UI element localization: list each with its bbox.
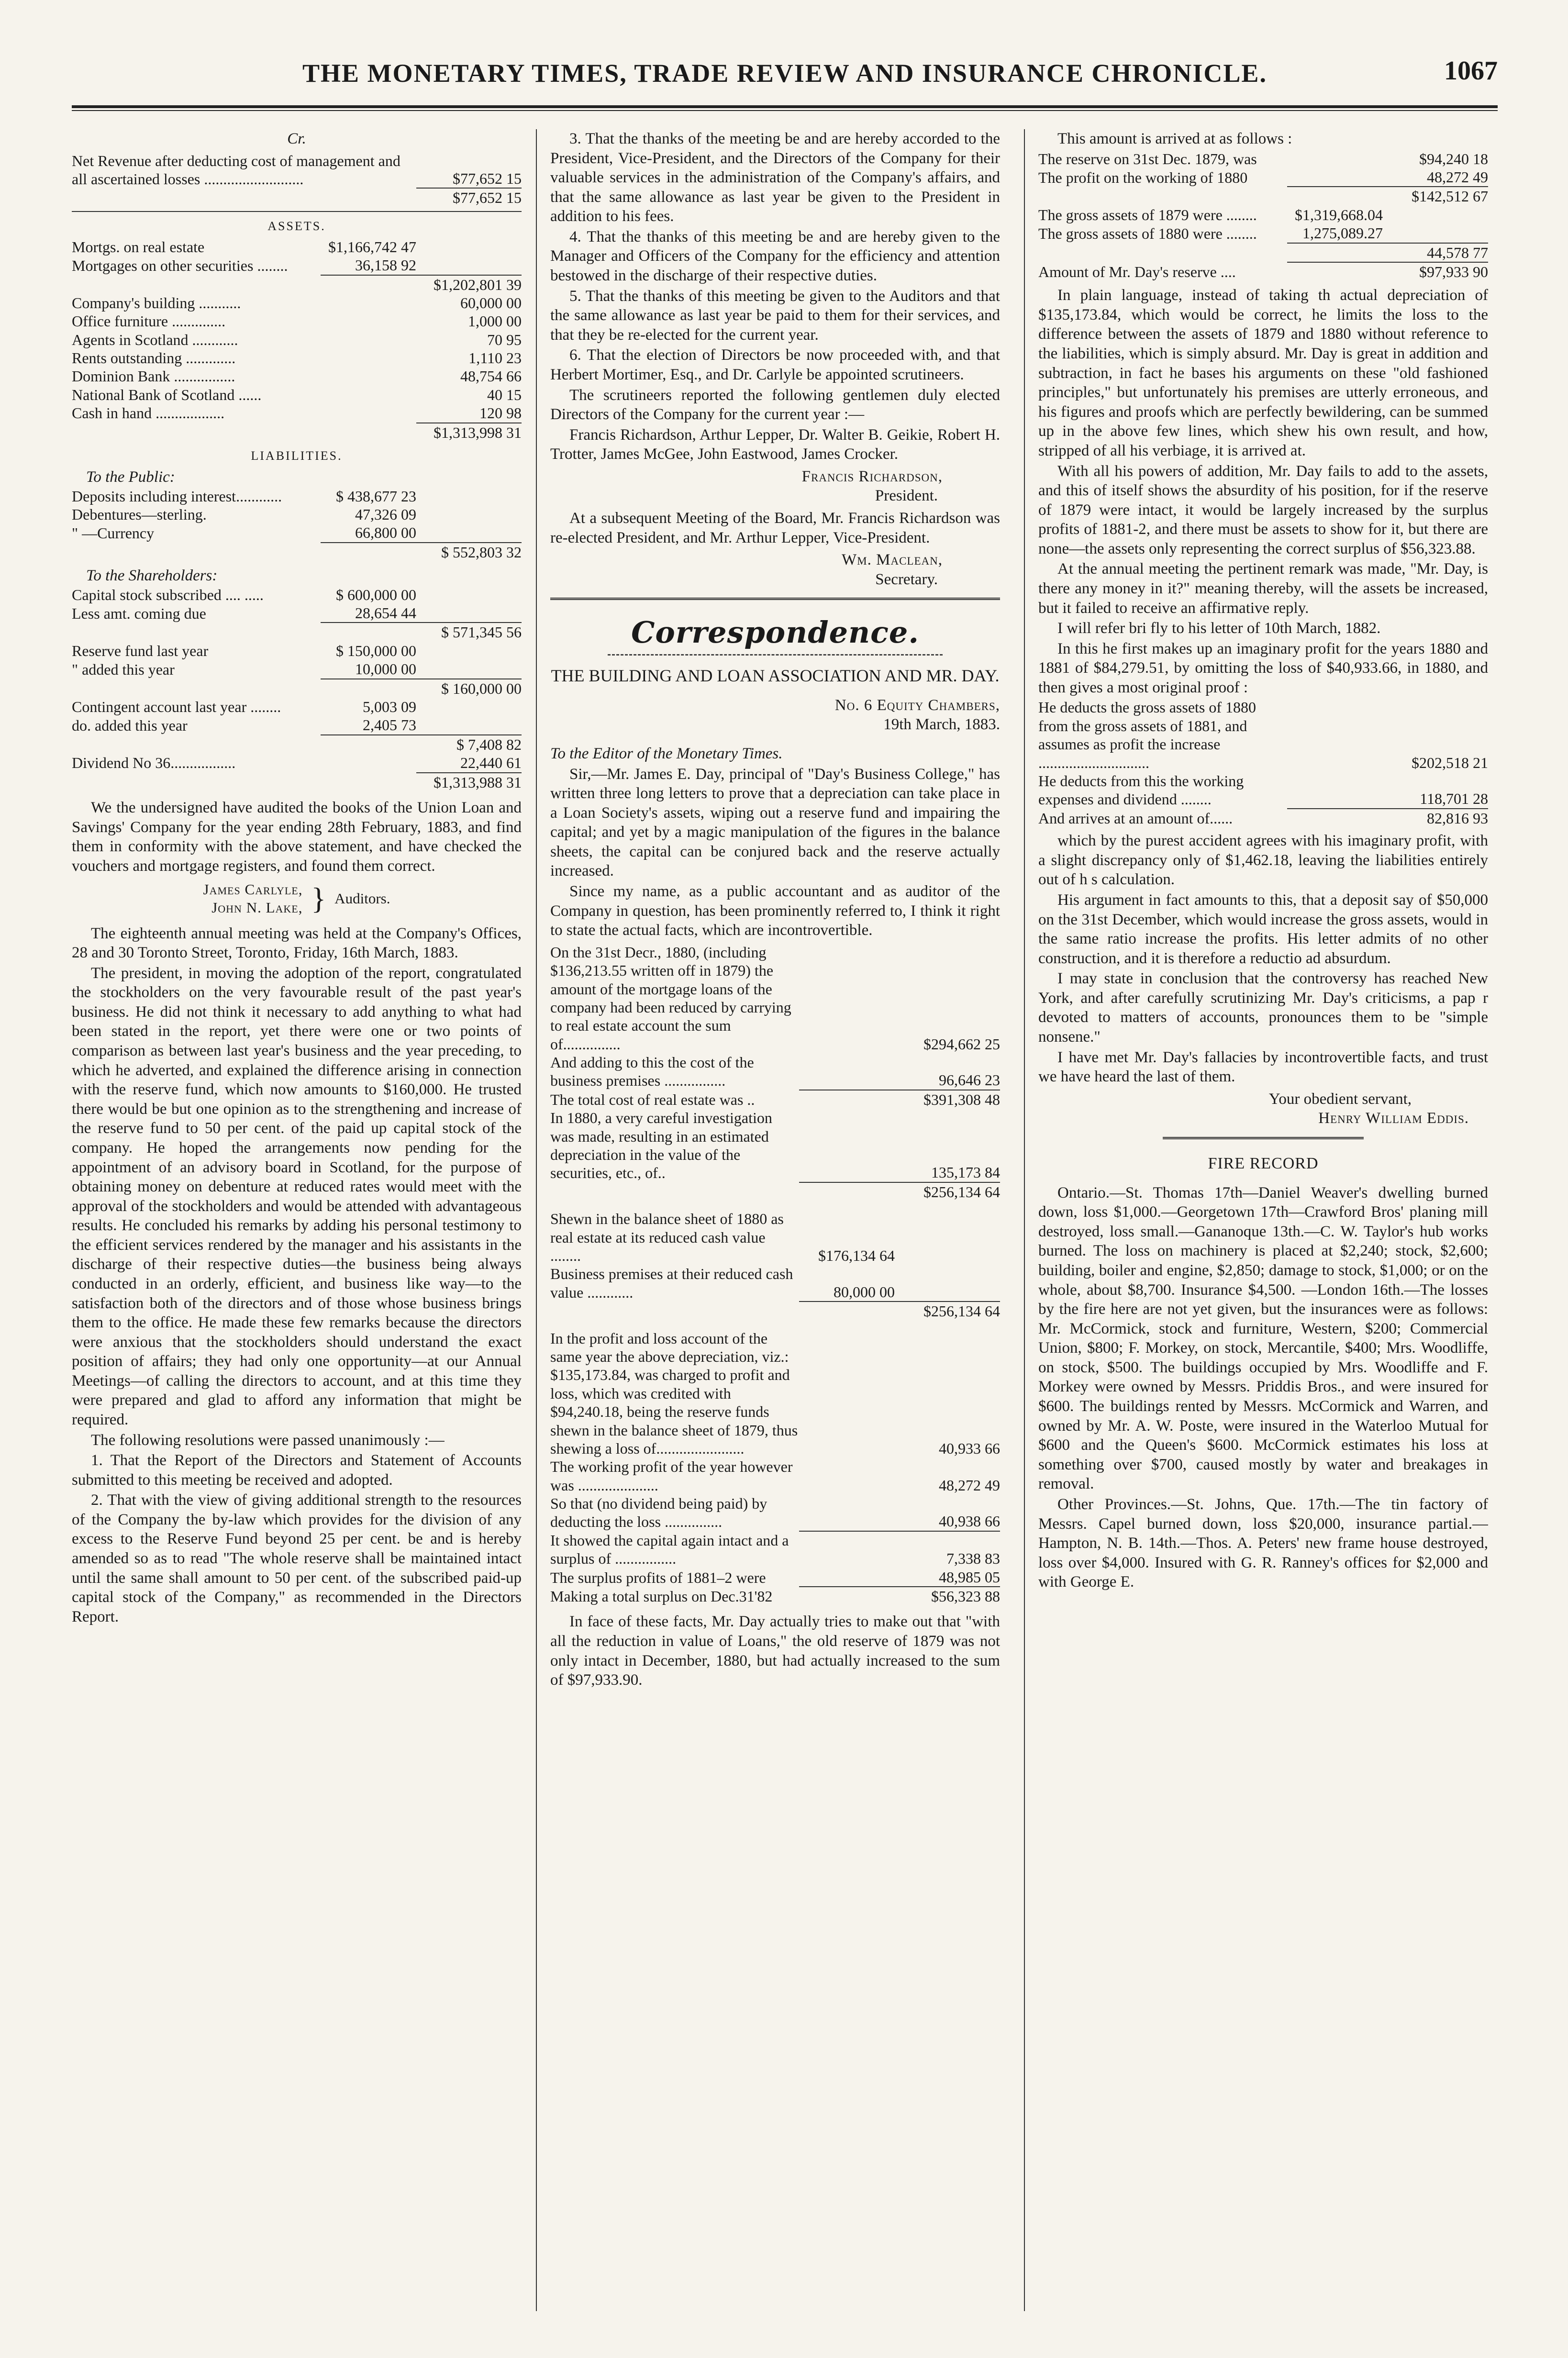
row-amount: 96,646 23 <box>939 1071 1000 1089</box>
column-divider <box>536 129 537 2311</box>
row-subamount <box>1287 150 1383 168</box>
row-label <box>72 543 321 561</box>
table-row <box>72 679 522 698</box>
row-amount <box>416 586 522 604</box>
row-amount: $1,202,801 39 <box>416 275 522 294</box>
row-amount: 48,272 49 <box>1427 168 1488 186</box>
table-row <box>1038 772 1488 809</box>
auditor-name: John N. Lake, <box>211 899 303 916</box>
row-amount: $ 571,345 56 <box>416 623 522 641</box>
row-label: The working profit of the year however was ..................... <box>550 1458 793 1494</box>
auditor-name: James Carlyle, <box>203 881 303 898</box>
row-label: Contingent account last year ........ <box>72 698 281 716</box>
dateline <box>550 696 1000 734</box>
assets-table <box>72 238 522 423</box>
auditors-label: Auditors. <box>334 890 390 907</box>
signature-block <box>550 467 1000 506</box>
table-row <box>1038 243 1488 262</box>
row-subamount: $176,134 64 <box>818 1247 895 1264</box>
row-label: It showed the capital again intact and a surplus of ................ <box>550 1531 789 1568</box>
row-subamount <box>799 1329 895 1458</box>
row-amount: $94,240 18 <box>1419 150 1488 167</box>
row-amount: 40 15 <box>487 386 522 403</box>
table-row <box>72 604 522 623</box>
table-row <box>72 423 522 442</box>
row-label: And arrives at an amount of...... <box>1038 809 1233 827</box>
liabilities-total-table <box>72 772 522 791</box>
paragraph: Ontario.—St. Thomas 17th—Daniel Weaver's dwelling burned down, loss $1,000.—Georgetown 17th—Crawford Bros' planing mill destroyed, loss small.—Gananoque 13th.—C. W. Taylor's hub works burned. The loss on machinery is placed at $2,240; stock, $2,600; building, boiler and engine, $2,850; damage to stock, $1,000; or on the whole, about $8,700. Insurance $4,500. —London 16th.—The losses by the fire here are not yet given, but the insurances were as follows: Mr. McCormick, stock and furniture, Western, $200; Commercial Union, $800; F. Morkey, on stock, Mercantile, $400; Mrs. Woodliffe, on stock, $500. The buildings occupied by Mrs. Woodliffe and F. Morkey were owned by Messrs. Priddis Bros., and were insured for $600. The buildings rented by Messrs. McCormick and Warren, and owned by Mr. A. W. Poste, were insured in the Waterloo Mutual for $600 and the Queen's $600. McCormick estimates his loss at something over $700, caused mostly by water and breakages in removal. <box>1038 1184 1488 1493</box>
paragraph: I have met Mr. Day's fallacies by incontrovertible facts, and trust we have heard the last of them. <box>1038 1048 1488 1086</box>
paragraph: The following resolutions were passed unanimously :— <box>91 1431 445 1449</box>
row-subamount <box>799 1587 895 1605</box>
account-table <box>1038 698 1488 827</box>
row-amount: 40,938 66 <box>939 1513 1000 1530</box>
account-table <box>550 1210 1000 1320</box>
row-amount: 120 98 <box>479 404 522 422</box>
paragraph: The president, in moving the adoption of the report, congratulated the stockholders on the very favourable result of the past year's business. He did not think it necessary to add anything to what had been stated in the report, yet there were one or two points of comparison as between last year's business and the year preceding, to which he adverted, and explained the difference arising in connection with the reserve fund, which now amounts to $160,000. He trusted there would be but one opinion as to the strengthening and increase of the reserve fund to 50 per cent. of the paid up capital stock of the company. He hoped the arrangements now pending for the appointment of an advisory board in Scotland, for the purpose of obtaining money on debenture at reduced rates would meet with the approval of the stockholders and would be attended with advantageous results. He concluded his remarks by adding his personal testimony to the efficient services rendered by the manager and his assistants in the discharge of their respective duties—the business being always conducted in an orderly, efficient, and business like way—to the satisfaction both of the directors and of those whose business brings them to the office. He made these few remarks because the directors were anxious that the stockholders should understand the exact position of affairs; they had only one opportunity—at our Annual Meetings—of calling the directors to account, and at this time they were prepared and glad to afford any information that might be required. <box>72 964 522 1429</box>
row-label: The profit on the working of 1880 <box>1038 168 1248 186</box>
table-row <box>550 1329 1000 1458</box>
row-subamount <box>321 754 416 772</box>
signer-name: Henry William Eddis. <box>1318 1110 1469 1127</box>
table-row <box>72 188 522 207</box>
table-row <box>72 660 522 678</box>
row-subamount: 2,405 73 <box>363 716 416 734</box>
row-subamount <box>799 1494 895 1531</box>
row-amount <box>416 487 522 505</box>
row-label: He deducts the gross assets of 1880 from the gross assets of 1881, and assumes as profit the increase ............................. <box>1038 699 1257 771</box>
row-amount: $202,518 21 <box>1412 754 1488 771</box>
table-row <box>1038 150 1488 168</box>
paragraph: Sir,—Mr. James E. Day, principal of "Day's Business College," has written three long letters to prove that a depreciation can take place in a Loan Society's assets, wiping out a reserve fund and impairing the capital; and yet by a magic manipulation of the figures in the balance sheets, the capital can be conjured back and the reserve actually increased. <box>550 765 1000 880</box>
row-label: Amount of Mr. Day's reserve .... <box>1038 263 1236 280</box>
section-rule <box>72 211 522 212</box>
table-row <box>550 1301 1000 1320</box>
row-subamount <box>799 1457 895 1494</box>
paragraph: which by the purest accident agrees with his imaginary profit, with a slight discrepancy only of $1,462.18, leaving the liabilities entirely out of h s calculation. <box>1038 832 1488 889</box>
table-row <box>72 312 522 330</box>
row-label: do. added this year <box>72 717 188 734</box>
assets-heading: ASSETS. <box>267 219 326 233</box>
row-subamount: $ 150,000 00 <box>336 642 416 659</box>
row-label: Dominion Bank ................ <box>72 367 235 385</box>
signer-name: Wm. Maclean, <box>842 551 943 569</box>
row-amount <box>416 604 522 623</box>
row-amount <box>416 256 522 275</box>
row-subamount: $ 438,677 23 <box>336 487 416 505</box>
row-label: Dividend No 36................. <box>72 754 236 772</box>
row-label <box>1038 243 1287 262</box>
row-subamount <box>1287 772 1383 809</box>
row-subamount <box>321 386 416 404</box>
row-label: The reserve on 31st Dec. 1879, was <box>1038 150 1257 167</box>
row-label: Shewn in the balance sheet of 1880 as real estate at its reduced cash value ........ <box>550 1210 784 1264</box>
paragraph: In this he first makes up an imaginary profit for the years 1880 and 1881 of $84,279.51, by omitting the loss of $40,933.66, in 1880, and then gives a most original proof : <box>1038 640 1488 696</box>
row-amount: 48,985 05 <box>939 1568 1000 1586</box>
article-title: THE BUILDING AND LOAN ASSOCIATION AND MR. DAY. <box>551 666 1000 685</box>
row-label <box>72 275 321 294</box>
column-3 <box>1038 129 1488 2311</box>
table-row <box>1038 224 1488 243</box>
paragraph: I may state in conclusion that the controversy has reached New York, and after carefully scrutinizing Mr. Day's criticisms, a pap r devoted to matters of accounts, pronounces them to be "simple nonsene." <box>1038 970 1488 1046</box>
row-label: Making a total surplus on Dec.31'82 <box>550 1588 773 1605</box>
row-subamount: $ 600,000 00 <box>336 586 416 603</box>
table-row <box>72 386 522 404</box>
section-rule <box>1163 1137 1364 1139</box>
cr-heading: Cr. <box>287 130 306 147</box>
table-row <box>1038 262 1488 281</box>
to-shareholders-label: To the Shareholders: <box>86 567 218 585</box>
row-subamount: 10,000 00 <box>355 660 416 678</box>
signature-block <box>550 550 1000 589</box>
paragraph: At the annual meeting the pertinent remark was made, "Mr. Day, is there any money in it?" meaning thereby, will the assets be increased, but it failed to receive an affirmative reply. <box>1038 560 1488 617</box>
row-subamount <box>1287 243 1383 262</box>
row-subamount <box>321 331 416 349</box>
assets-total-table <box>72 423 522 442</box>
row-subamount <box>1287 809 1383 827</box>
dateline-date: 19th March, 1883. <box>883 716 1000 734</box>
row-subamount <box>321 623 416 641</box>
paragraph: His argument in fact amounts to this, that a deposit say of $50,000 on the 31st December, which would increase the gross assets, would in the same ratio increase the profits. His letter admits of no other construction, and it is therefore a reductio ad absurdum. <box>1038 891 1488 967</box>
row-label: The total cost of real estate was .. <box>550 1090 755 1108</box>
row-amount <box>895 1210 1000 1265</box>
row-subamount <box>321 367 416 385</box>
row-subamount <box>799 1531 895 1568</box>
row-label <box>550 1182 799 1201</box>
column-2 <box>550 129 1000 2311</box>
liabilities-heading: LIABILITIES. <box>251 449 343 463</box>
assets-total: $1,313,998 31 <box>416 423 522 442</box>
table-row <box>72 523 522 542</box>
table-row <box>550 1587 1000 1605</box>
row-amount: $ 552,803 32 <box>416 543 522 561</box>
table-row <box>72 698 522 716</box>
row-amount <box>416 660 522 678</box>
paragraph: I will refer bri fly to his letter of 10th March, 1882. <box>1057 620 1381 637</box>
table-row <box>550 1531 1000 1568</box>
signer-title: Secretary. <box>875 570 938 588</box>
signer-title: President. <box>875 487 938 505</box>
row-amount: 22,440 61 <box>460 754 522 772</box>
row-label: Company's building ........... <box>72 294 241 311</box>
paragraph: Since my name, as a public accountant and as auditor of the Company in question, has been prominently referred to, I think it right to state the actual facts, which are incontrovertible. <box>550 883 1000 939</box>
row-subamount <box>321 735 416 754</box>
row-amount: 60,000 00 <box>460 294 522 311</box>
row-label <box>72 679 321 698</box>
row-amount: $256,134 64 <box>895 1301 1000 1320</box>
row-subamount <box>1287 262 1383 281</box>
table-row <box>550 943 1000 1053</box>
table-row <box>72 716 522 734</box>
row-amount <box>416 238 522 256</box>
paragraph: 1. That the Report of the Directors and Statement of Accounts submitted to this meeting be received and adopted. <box>72 1452 522 1489</box>
table-row <box>72 505 522 523</box>
row-subamount: 36,158 92 <box>355 256 416 274</box>
table-row <box>72 754 522 772</box>
table-row <box>72 543 522 561</box>
paragraph: This amount is arrived at as follows : <box>1057 130 1292 147</box>
row-label: He deducts from this the working expenses and dividend ........ <box>1038 772 1244 808</box>
table-row <box>1038 187 1488 205</box>
net-revenue-table <box>72 152 522 207</box>
closing: Your obedient servant, <box>1268 1090 1412 1108</box>
shareholder-liabilities-table <box>72 586 522 772</box>
row-subamount <box>321 679 416 698</box>
row-label <box>72 735 321 754</box>
row-amount: 118,701 28 <box>1420 790 1488 808</box>
salutation: To the Editor of the Monetary Times. <box>550 745 783 762</box>
table-row <box>72 773 522 791</box>
row-subamount <box>799 1301 895 1320</box>
paragraph: 4. That the thanks of this meeting be and are hereby given to the Manager and Officers of the Company for the efficiency and attention bestowed in the discharge of their respective duties. <box>550 228 1000 285</box>
row-amount: 70 95 <box>487 331 522 348</box>
row-amount: 44,578 77 <box>1383 243 1488 262</box>
table-row <box>72 404 522 422</box>
table-row <box>72 367 522 385</box>
row-amount <box>416 642 522 660</box>
row-label: Rents outstanding ............. <box>72 349 236 367</box>
row-amount <box>1383 224 1488 243</box>
fire-record-heading: FIRE RECORD <box>1208 1154 1319 1172</box>
paragraph: 5. That the thanks of this meeting be given to the Auditors and that the same allowance as last year be paid to them for their services, and that they be re-elected for the current year. <box>550 287 1000 344</box>
row-amount: $ 7,408 82 <box>416 735 522 754</box>
row-subamount <box>1287 168 1383 187</box>
table-row <box>550 1265 1000 1301</box>
liabilities-total: $1,313,988 31 <box>416 773 522 791</box>
row-label: Deposits including interest............ <box>72 487 282 505</box>
row-label: In the profit and loss account of the same year the above depreciation, viz.: $135,173.84, was charged to profit and loss, which was credited with $94,240.18, being the reserve funds shewn in the balance sheet of 1879, thus shewing a loss of....................... <box>550 1329 798 1457</box>
row-amount <box>416 716 522 734</box>
paragraph: Francis Richardson, Arthur Lepper, Dr. Walter B. Geikie, Robert H. Trotter, James McGee, John Eastwood, James Crocker. <box>550 426 1000 463</box>
account-table <box>1038 150 1488 281</box>
row-label: Business premises at their reduced cash value ............ <box>550 1265 793 1301</box>
brace-glyph: } <box>311 881 326 916</box>
audit-paragraph: We the undersigned have audited the books of the Union Loan and Savings' Company for the year ending 28th February, 1883, and find them in conformity with the above statement, and have checked the vouchers and mortgage registers, and found them correct. <box>72 799 522 875</box>
row-label: Agents in Scotland ............ <box>72 331 238 348</box>
row-label: " added this year <box>72 661 175 678</box>
row-amount: 135,173 84 <box>931 1164 1000 1181</box>
row-subamount <box>321 543 416 561</box>
ornamental-rule <box>608 654 943 656</box>
table-row <box>72 238 522 256</box>
row-subamount <box>321 312 416 330</box>
row-subamount: $1,166,742 47 <box>328 238 416 256</box>
paragraph: In face of these facts, Mr. Day actually tries to make out that "with all the reduction in value of Loans," the old reserve of 1879 was not only intact in December, 1880, but had actually increased to the sum of $97,933.90. <box>550 1613 1000 1689</box>
row-amount: $256,134 64 <box>895 1182 1000 1201</box>
to-public-label: To the Public: <box>86 468 175 486</box>
signer-name: Francis Richardson, <box>801 467 943 485</box>
row-subamount <box>799 943 895 1053</box>
row-subamount: 5,003 09 <box>363 698 416 716</box>
table-row <box>72 275 522 294</box>
net-revenue-total: $77,652 15 <box>416 188 522 207</box>
page-header <box>72 38 1498 110</box>
row-label: The gross assets of 1879 were ........ <box>1038 206 1257 223</box>
row-amount <box>416 523 522 542</box>
account-table <box>550 1329 1000 1606</box>
newspaper-page <box>72 38 1498 2325</box>
table-row <box>550 1053 1000 1090</box>
row-subamount <box>799 1053 895 1090</box>
row-label: In 1880, a very careful investigation was made, resulting in an estimated depreciation in the value of the securities, etc., of.. <box>550 1109 772 1182</box>
row-amount: $97,933 90 <box>1383 262 1488 281</box>
table-row <box>550 1494 1000 1531</box>
row-amount: $56,323 88 <box>895 1587 1000 1605</box>
table-row <box>550 1210 1000 1265</box>
row-amount: $294,662 25 <box>923 1035 1000 1053</box>
table-row <box>1038 698 1488 772</box>
row-label: Debentures—sterling. <box>72 505 207 523</box>
row-label <box>550 1301 799 1320</box>
page-number: 1067 <box>1444 56 1498 86</box>
paragraph: Other Provinces.—St. Johns, Que. 17th.—The tin factory of Messrs. Capel burned down, loss $20,000, insurance partial.—Hampton, N. B. 14th.—Thos. A. Peters' new frame house destroyed, loss over $4,000. Insured with G. R. Ranney's offices for $2,000 and with George E. <box>1038 1495 1488 1591</box>
row-amount: 82,816 93 <box>1383 809 1488 827</box>
row-subamount <box>321 275 416 294</box>
row-subamount <box>799 1109 895 1182</box>
row-subamount: $1,319,668.04 <box>1295 206 1383 223</box>
row-subamount: 80,000 00 <box>834 1283 895 1301</box>
row-amount <box>416 505 522 523</box>
table-row <box>72 294 522 312</box>
header-rule <box>72 105 1498 111</box>
dateline-address: No. 6 Equity Chambers, <box>834 696 1000 714</box>
row-label: On the 31st Decr., 1880, (including $136,213.55 written off in 1879) the amount of the mortgage loans of the company had been reduced by carrying to real estate account the sum of............... <box>550 943 791 1053</box>
table-row <box>550 1568 1000 1587</box>
row-subamount <box>799 1568 895 1587</box>
table-row <box>550 1090 1000 1109</box>
paragraph: With all his powers of addition, Mr. Day fails to add to the assets, and this of itself shows the absurdity of his position, for if the reserve of 1879 were intact, it would be largely increased by the surplus profits of 1881-2, and there must be assets to show for it, but there are none—the assets only representing the correct surplus of $56,323.88. <box>1038 462 1488 557</box>
row-subamount <box>321 294 416 312</box>
row-subamount: 1,275,089.27 <box>1302 224 1383 242</box>
row-amount: 40,933 66 <box>939 1439 1000 1457</box>
table-row <box>72 623 522 641</box>
running-title: THE MONETARY TIMES, TRADE REVIEW AND INSURANCE CHRONICLE. <box>302 59 1267 88</box>
row-subamount: 28,654 44 <box>355 604 416 622</box>
paragraph: 3. That the thanks of the meeting be and are hereby accorded to the President, Vice-President, and the Directors of the Company for their valuable services in the administration of the Company's affairs, and that the same allowance as last year be given to the President in addition to his fees. <box>550 130 1000 225</box>
row-label: National Bank of Scotland ...... <box>72 386 262 403</box>
row-amount: 1,110 23 <box>468 349 522 367</box>
paragraph: The scrutineers reported the following gentlemen duly elected Directors of the Company for the current year :— <box>550 386 1000 423</box>
row-label: " —Currency <box>72 524 155 542</box>
paragraph: In plain language, instead of taking th actual depreciation of $135,173.84, which would be correct, he limits the loss to the difference between the assets of 1879 and 1880 without reference to the liabilities, which is simply absurd. Mr. Day is great in addition and subtraction, in fact he bases his arguments on these "old fashioned principles," but unfortunately his premises are utterly erroneous, and his figures and proofs which are perfectly bewildering, can be summed up in the above few lines, which shew his own result, and how, stripped of all his verbiage, it is arrived at. <box>1038 287 1488 459</box>
table-row <box>550 1109 1000 1182</box>
correspondence-heading: Correspondence. <box>631 615 919 650</box>
row-subamount: 66,800 00 <box>355 524 416 542</box>
row-label: The surplus profits of 1881–2 were <box>550 1568 766 1586</box>
row-label: The gross assets of 1880 were ........ <box>1038 225 1257 243</box>
row-label: Mortgs. on real estate <box>72 238 205 256</box>
paragraph: 6. That the election of Directors be now proceeded with, and that Herbert Mortimer, Esq., and Dr. Carlyle be appointed scrutineers. <box>550 346 1000 383</box>
row-label: Less amt. coming due <box>72 605 206 623</box>
table-row <box>72 642 522 660</box>
row-amount <box>1383 206 1488 224</box>
row-amount: $ 160,000 00 <box>416 679 522 698</box>
row-subamount: 47,326 09 <box>355 505 416 523</box>
column-1 <box>72 129 522 2311</box>
table-row <box>1038 168 1488 187</box>
row-subamount <box>321 349 416 367</box>
auditors-signature <box>72 880 522 917</box>
public-liabilities-table <box>72 487 522 562</box>
row-amount <box>416 698 522 716</box>
row-label: And adding to this the cost of the business premises ................ <box>550 1054 754 1090</box>
paragraph: 2. That with the view of giving additional strength to the resources of the Company the by-law which provides for the division of any excess to the Reserve Fund beyond 25 per cent. be and is hereby amended so as to read "The whole reserve shall be maintained intact until the same shall amount to 50 per cent. of the subscribed paid-up capital stock of the Company," as recommended in the Directors Report. <box>72 1491 522 1625</box>
table-row <box>72 586 522 604</box>
row-subamount <box>321 404 416 422</box>
row-amount: $142,512 67 <box>1383 187 1488 205</box>
table-row <box>72 152 522 189</box>
table-row <box>72 735 522 754</box>
row-amount: 1,000 00 <box>468 312 522 330</box>
row-label: So that (no dividend being paid) by deducting the loss ............... <box>550 1495 767 1531</box>
row-label: Cash in hand .................. <box>72 404 225 422</box>
table-row <box>72 256 522 275</box>
row-amount: $391,308 48 <box>895 1090 1000 1109</box>
column-divider <box>1024 129 1025 2311</box>
row-label <box>1038 187 1287 205</box>
table-row <box>72 487 522 505</box>
table-row <box>72 331 522 349</box>
row-label: Capital stock subscribed .... ..... <box>72 586 264 603</box>
net-revenue-amount: $77,652 15 <box>453 169 522 187</box>
row-subamount <box>1287 698 1383 772</box>
table-row <box>1038 809 1488 827</box>
row-amount <box>895 1265 1000 1301</box>
table-row <box>1038 206 1488 224</box>
row-subamount <box>799 1090 895 1109</box>
row-subamount <box>799 1182 895 1201</box>
row-amount: 48,754 66 <box>460 367 522 385</box>
row-subamount <box>1287 187 1383 205</box>
section-rule <box>550 598 1000 600</box>
signature-block <box>1038 1090 1488 1128</box>
row-label <box>72 623 321 641</box>
row-label: Office furniture .............. <box>72 312 226 330</box>
table-row <box>550 1182 1000 1201</box>
account-table <box>550 943 1000 1201</box>
table-row <box>72 349 522 367</box>
row-amount: 48,272 49 <box>939 1476 1000 1494</box>
row-amount: 7,338 83 <box>895 1531 1000 1568</box>
paragraph: At a subsequent Meeting of the Board, Mr. Francis Richardson was re-elected President, and Mr. Arthur Lepper, Vice-President. <box>550 509 1000 546</box>
paragraph: The eighteenth annual meeting was held at the Company's Offices, 28 and 30 Toronto Street, Toronto, Friday, 16th March, 1883. <box>72 924 522 962</box>
net-revenue-label: Net Revenue after deducting cost of management and all ascertained losses .......................... <box>72 152 400 188</box>
table-row <box>550 1457 1000 1494</box>
row-label: Mortgages on other securities ........ <box>72 257 288 275</box>
row-label: Reserve fund last year <box>72 642 209 659</box>
